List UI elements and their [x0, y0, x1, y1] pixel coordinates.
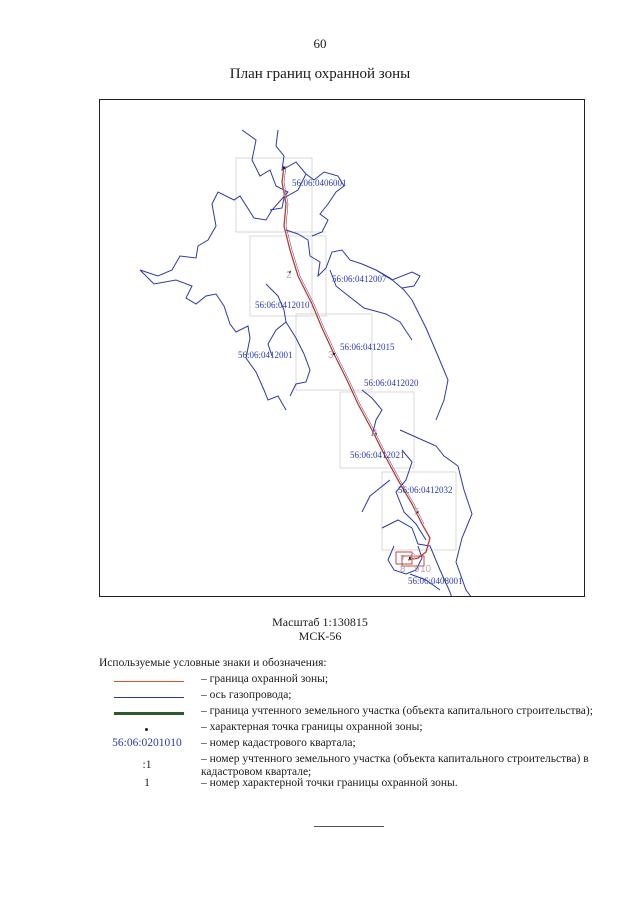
coordinate-system: МСК-56 — [298, 629, 342, 643]
point-label: 5 — [414, 507, 420, 518]
blue-line-symbol — [99, 689, 199, 705]
legend-desc: – граница охранной зоны; — [201, 673, 329, 685]
quarter-label: 56:06:0412007 — [332, 274, 387, 284]
orange-line-symbol — [99, 673, 199, 689]
legend-item-point — [99, 721, 599, 737]
quarter-label: 56:06:0406001 — [292, 178, 347, 188]
legend-desc: – номер учтенного земельного участка (объекта капитального строительства) в кадастровом квартале; — [201, 753, 589, 778]
point-label: 9 — [414, 564, 420, 575]
map-frame — [99, 99, 585, 597]
quarter-label: 56:06:0412001 — [238, 350, 293, 360]
legend-item-pipe-axis — [99, 689, 599, 705]
quarter-number-symbol: 56:06:0201010 — [112, 737, 182, 749]
point-number-symbol: 1 — [144, 777, 150, 789]
point-label: 3 — [328, 350, 334, 361]
quarter-label: 56:06:0408001 — [408, 576, 463, 586]
point-label: 7 — [400, 554, 406, 565]
quarter-label: 56:06:0412015 — [340, 342, 395, 352]
parcel-boundaries — [140, 130, 472, 597]
page-title: План границ охранной зоны — [229, 66, 411, 82]
legend-desc: – номер кадастрового квартала; — [201, 737, 356, 749]
legend-desc: – ось газопровода; — [201, 689, 292, 701]
dot-symbol — [99, 721, 199, 737]
footer-divider — [314, 826, 384, 827]
scale-block — [0, 615, 640, 643]
point-label: 8 — [400, 564, 406, 575]
quarter-label: 56:06:0412032 — [398, 485, 453, 495]
legend-desc: – характерная точка границы охранной зоны; — [201, 721, 423, 733]
legend-item-point-number — [99, 777, 599, 793]
scale-text: Масштаб 1:130815 — [272, 615, 368, 629]
page-number: 60 — [313, 36, 327, 51]
quarter-label: 56:06:0412021 — [350, 450, 405, 460]
legend-desc: – номер характерной точки границы охранной зоны. — [201, 777, 458, 789]
parcel-number-symbol: :1 — [142, 759, 152, 771]
legend-item-zone-boundary — [99, 673, 599, 689]
pipeline — [282, 166, 430, 560]
legend-desc: – граница учтенного земельного участка (объекта капитального строительства); — [201, 705, 593, 717]
characteristic-points — [283, 167, 419, 559]
legend-item-parcel-boundary — [99, 705, 599, 721]
point-label: 6 — [410, 552, 416, 563]
legend-item-quarter-number — [99, 737, 599, 753]
point-label: 1 — [282, 188, 288, 199]
point-label: 10 — [420, 564, 432, 575]
point-label: 2 — [286, 270, 292, 281]
point-label: 4 — [372, 428, 378, 439]
quarter-label: 56:06:0412020 — [364, 378, 419, 388]
legend-title: Используемые условные знаки и обозначения: — [99, 657, 327, 669]
cadastral-map — [100, 100, 585, 597]
green-line-symbol — [99, 705, 199, 721]
quarter-label: 56:06:0412010 — [255, 300, 310, 310]
